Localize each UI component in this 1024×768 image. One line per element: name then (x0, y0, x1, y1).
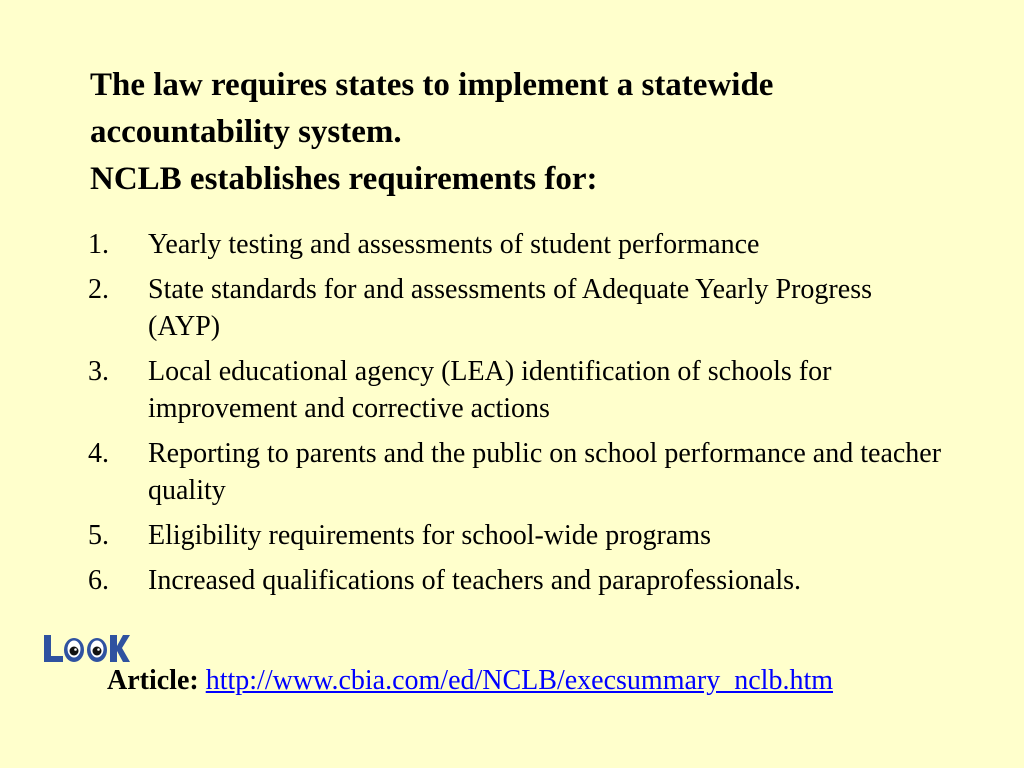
logo-letter-l (44, 635, 63, 662)
list-item-number: 6. (88, 565, 109, 596)
slide-heading (90, 62, 970, 203)
look-eyes-icon (41, 628, 131, 666)
list-item (88, 562, 948, 599)
requirements-list (88, 226, 948, 607)
logo-pupil-right (93, 647, 102, 656)
list-item (88, 435, 948, 509)
article-link[interactable]: http://www.cbia.com/ed/NCLB/execsummary_nclb.htm (205, 665, 833, 696)
list-item-text: Increased qualifications of teachers and paraprofessionals. (148, 565, 802, 596)
logo-glint-left (74, 648, 77, 651)
list-item-number: 1. (88, 229, 109, 260)
logo-glint-right (97, 648, 100, 651)
article-reference (107, 663, 833, 699)
list-item (88, 353, 948, 427)
heading-line-2: accountability system. (90, 114, 402, 150)
list-item (88, 271, 948, 345)
list-item-text: Eligibility requirements for school-wide programs (148, 520, 711, 551)
list-item (88, 517, 948, 554)
article-label: Article: (107, 665, 199, 696)
list-item (88, 226, 948, 263)
list-item-text: Local educational agency (LEA) identification of schools for improvement and corrective actions (148, 356, 832, 424)
list-item-number: 2. (88, 274, 109, 305)
logo-pupil-left (70, 647, 79, 656)
list-item-text: Yearly testing and assessments of student performance (148, 229, 760, 260)
logo-letter-k (110, 635, 130, 662)
list-item-text: Reporting to parents and the public on school performance and teacher quality (148, 438, 942, 506)
list-item-text: State standards for and assessments of Adequate Yearly Progress (AYP) (148, 274, 872, 342)
heading-line-1: The law requires states to implement a statewide (90, 67, 774, 103)
list-item-number: 3. (88, 356, 109, 387)
list-item-number: 4. (88, 438, 109, 469)
list-item-number: 5. (88, 520, 109, 551)
heading-line-3: NCLB establishes requirements for: (90, 161, 598, 197)
